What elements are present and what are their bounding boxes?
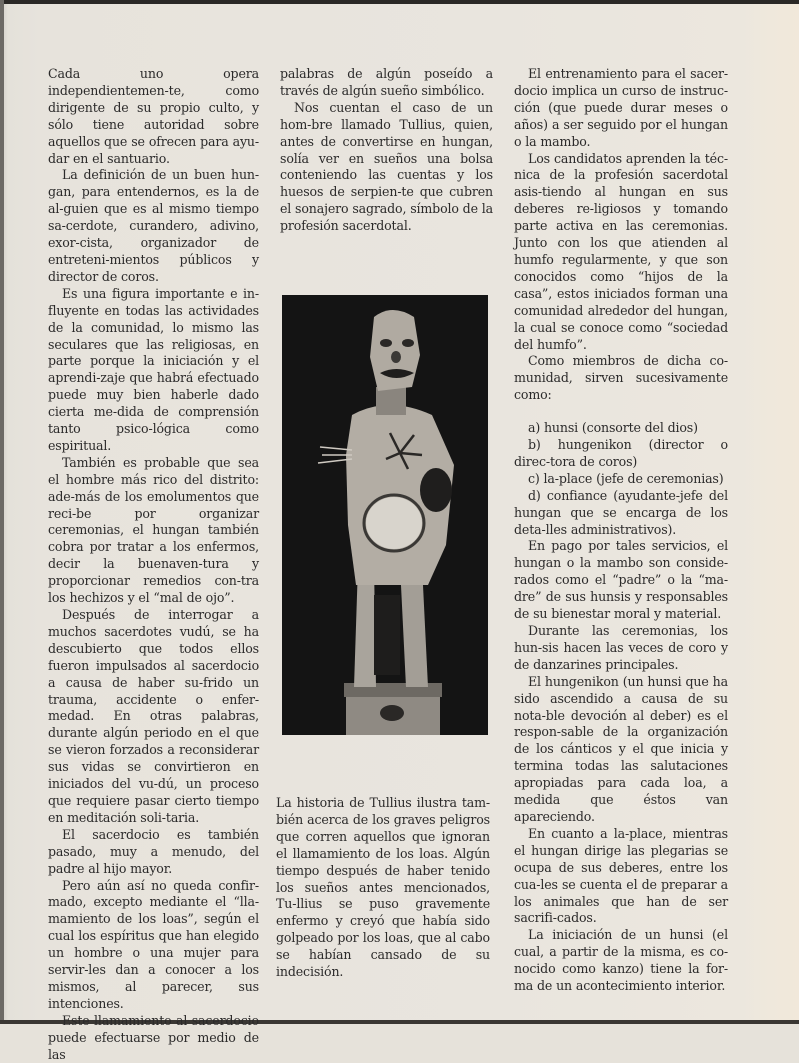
paragraph: Durante las ceremonias, los hun-sis hacen las veces de coro y de danzarines principales. [514,623,728,672]
paragraph: El entrenamiento para el sacer-docio implica un curso de instruc-ción (que puede durar meses o años) a ser seguido por el hungan o la mambo. [514,66,728,149]
spacer [514,404,728,420]
list-item: b) hungenikon (director o direc-tora de coros) [514,437,728,469]
paragraph: palabras de algún poseído a través de algún sueño simbólico. [280,66,493,98]
left-eye [380,339,392,347]
vudu-figure-photo [282,295,488,735]
paragraph: La definición de un buen hun-gan, para entendernos, es la de al-guien que es al mismo tiempo sa-cerdote, curandero, adivino, exor-cista, organizador de entreteni-mientos públicos y director de coros. [48,167,259,284]
paragraph: También es probable que sea el hombre más rico del distrito: ade-más de los emolumentos que reci-be por organizar ceremonias, el hungan también cobra por tratar a los enfermos, decir la buenaven-tura y proporcionar remedios con-tra los hechizos y el “mal de ojo”. [48,454,259,606]
paragraph: El sacerdocio es también pasado, muy a menudo, del padre al hijo mayor. [48,826,259,876]
paragraph: Es una figura importante e in-fluyente en todas las actividades de la comunidad, lo mismo las seculares que las religiosas, en parte porque la iniciación y el aprendi-zaje que habrá efectuado puede muy bien haberle dado cierta me-dida de comprensión tanto psico-lógica como espiritual. [48,285,259,453]
page-top-edge [0,0,799,4]
right-column [514,66,728,995]
list-item: a) hunsi (consorte del dios) [528,420,698,436]
paragraph: La historia de Tullius ilustra tam-bién acerca de los graves peligros que corren aquellos que ignoran el llamamiento de los loas. Algún tiempo después de haber tenido los sueños antes mencionados, Tu-llius se puso gravemente enfermo y creyó que había sido golpeado por los loas, que al cabo se habían cansado de su indecisión. [276,795,490,980]
head [370,310,420,391]
figure-illustration [282,295,488,735]
leg-gap [374,595,400,675]
belly [366,497,422,549]
paragraph: Nos cuentan el caso de un hom-bre llamado Tullius, quien, antes de convertirse en hungan, solía ver en sueños una bolsa conteniendo las cuentas y los huesos de serpien-te que cubren el sonajero sagrado, símbolo de la profesión sacerdotal. [280,99,493,234]
list-item: d) confiance (ayudante-jefe del hungan que se encarga de los deta-lles administrativos). [514,487,728,537]
neck [376,387,406,415]
paragraph: Pero aún así no queda confir-mado, excepto mediante el “lla-mamiento de los loas”, según el cual los espíritus que han elegido un hombre o una mujer para servir-les dan a conocer a los mismos, al parecer, sus intenciones. [48,877,259,1011]
paragraph: Los candidatos aprenden la téc-nica de la profesión sacerdotal asis-tiendo al hungan en sus deberes re-ligiosos y tomando parte activa en las ceremonias. Junto con los que atienden al humfo regularmente, y que son conocidos como “hijos de la casa”, estos iniciados forman una comunidad alrededor del hungan, la cual se conoce como “sociedad del humfo”. [514,150,728,352]
paragraph: En pago por tales servicios, el hungan o la mambo son conside-rados como el “padre” o la “ma-dre” de sus hunsis y responsables de su bienestar moral y material. [514,538,728,622]
list-item: c) la-place (jefe de ceremonias) [528,470,724,486]
paragraph: Cada uno opera independientemen-te, como dirigente de su propio culto, y sólo tiene autoridad sobre aquellos que se ofrecen para ayu-dar en el santuario. [48,66,259,166]
paragraph: Como miembros de dicha co-munidad, sirven sucesivamente como: [514,353,728,403]
middle-column-bottom [276,795,490,981]
page-binding-edge [0,0,4,1024]
paragraph: Este llamamiento al sacerdocio puede efectuarse por medio de las [48,1012,259,1062]
right-eye [402,339,414,347]
middle-column-top [280,66,493,235]
paragraph: En cuanto a la-place, mientras el hungan dirige las plegarias se ocupa de sus deberes, entre los cua-les se cuenta el de preparar a los animales que han de ser sacrifi-cados. [514,825,728,926]
arm-shadow [420,468,452,512]
pedestal-mark [380,705,404,721]
left-column [48,66,259,1063]
paragraph: La iniciación de un hunsi (el cual, a partir de la misma, es co-nocido como kanzo) tiene la for-ma de un acontecimiento interior. [514,927,728,994]
paragraph: Después de interrogar a muchos sacerdotes vudú, se ha descubierto que todos ellos fueron impulsados al sacerdocio a causa de haber su-frido un trauma, accidente o enfer-medad. En otras palabras, durante algún periodo en el que se vieron forzados a reconsiderar sus vidas se convirtieron en iniciados del vu-dú, un proceso que requiere pasar cierto tiempo en meditación soli-taria. [48,607,259,825]
paragraph: El hungenikon (un hunsi que ha sido ascendido a causa de su nota-ble devoción al deber) es el respon-sable de la organización de los cánticos y el que inicia y termina todas las salutaciones apropiadas para cada loa, a medida que éstos van apareciendo. [514,673,728,824]
nose [391,351,401,363]
